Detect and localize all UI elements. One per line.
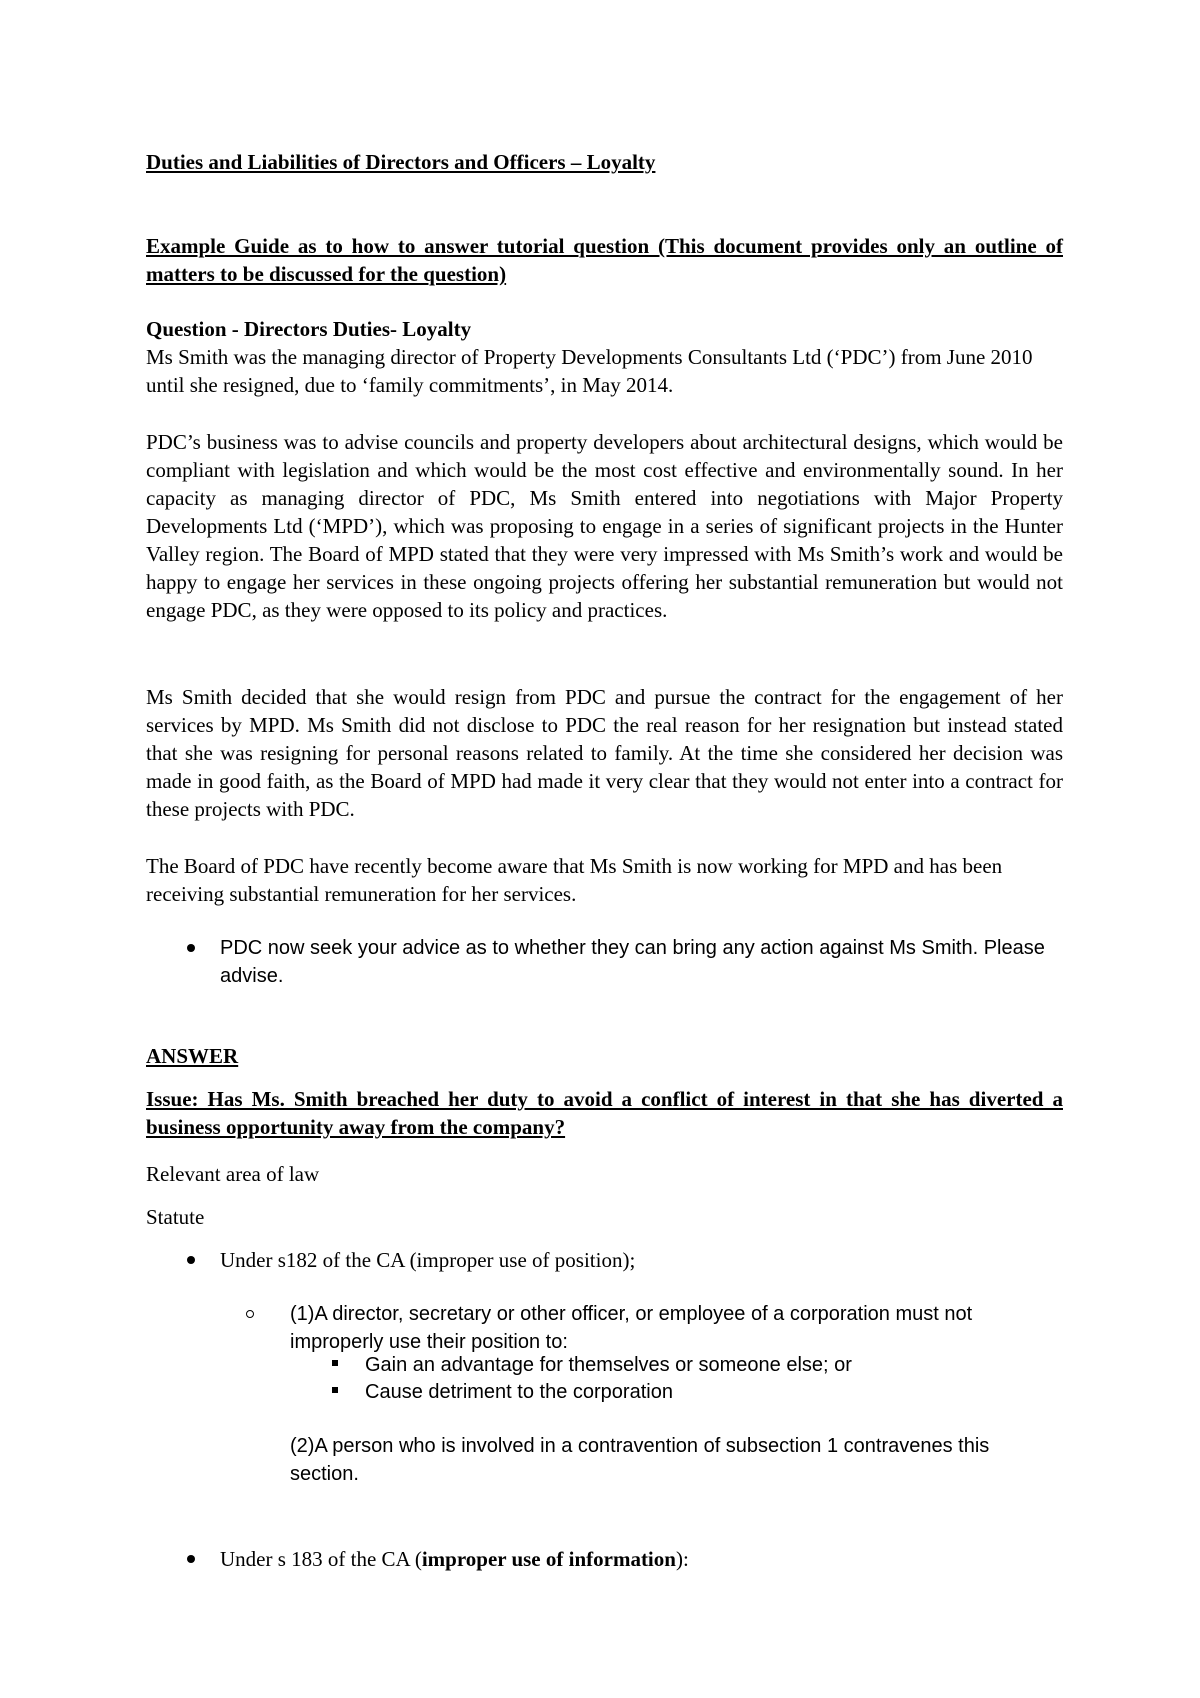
- s182-subsection-2: (2)A person who is involved in a contravention of subsection 1 contravenes this section.: [290, 1435, 990, 1485]
- bullet-circle-icon: [246, 1310, 254, 1318]
- question-paragraph-1: Ms Smith was the managing director of Property Developments Consultants Ltd (‘PDC’) from June 2010 until she resigned, due to ‘family commitments’, in May 2014.: [146, 345, 1033, 397]
- s183-bullet: [220, 1545, 689, 1573]
- question-paragraph-3: Ms Smith decided that she would resign from PDC and pursue the contract for the engagement of her services by MPD. Ms Smith did not disclose to PDC the real reason for her resignation but instead stated that she was resigning for personal reasons related to family. At the time she considered her decision was made in good faith, as the Board of MPD had made it very clear that they would not enter into a contract for these projects with PDC.: [146, 685, 1063, 821]
- answer-heading: ANSWER: [146, 1044, 239, 1068]
- s182-bullet: Under s182 of the CA (improper use of position);: [220, 1248, 636, 1272]
- question-bullet: PDC now seek your advice as to whether they can bring any action against Ms Smith. Please advise.: [220, 937, 1045, 987]
- bullet-dot-icon: [187, 944, 195, 952]
- s183-prefix: Under s 183 of the CA (: [220, 1547, 422, 1571]
- bullet-dot-icon: [187, 1256, 195, 1264]
- s183-bold: improper use of information: [421, 1547, 676, 1571]
- s183-suffix: ):: [675, 1547, 689, 1571]
- question-heading: Question - Directors Duties- Loyalty: [146, 317, 472, 341]
- guide-heading: Example Guide as to how to answer tutorial question (This document provides only an outline of matters to be discussed for the question): [146, 234, 1063, 286]
- bullet-square-icon: [332, 1387, 338, 1393]
- bullet-square-icon: [332, 1360, 338, 1366]
- question-paragraph-4: The Board of PDC have recently become aware that Ms Smith is now working for MPD and has been receiving substantial remuneration for her services.: [146, 854, 1003, 906]
- bullet-dot-icon: [187, 1555, 195, 1563]
- s182-item-2: Cause detriment to the corporation: [365, 1381, 673, 1403]
- relevant-area-label: Relevant area of law: [146, 1162, 320, 1186]
- s182-subsection-1: (1)A director, secretary or other officer, or employee of a corporation must not improperly use their position to:: [290, 1303, 973, 1353]
- issue-heading: Issue: Has Ms. Smith breached her duty to avoid a conflict of interest in that she has diverted a business opportunity away from the company?: [146, 1087, 1063, 1139]
- question-paragraph-2: PDC’s business was to advise councils and property developers about architectural designs, which would be compliant with legislation and which would be the most cost effective and environmentally sound. In her capacity as managing director of PDC, Ms Smith entered into negotiations with Major Property Developments Ltd (‘MPD’), which was proposing to engage in a series of significant projects in the Hunter Valley region. The Board of MPD stated that they were very impressed with Ms Smith’s work and would be happy to engage her services in these ongoing projects offering her substantial remuneration but would not engage PDC, as they were opposed to its policy and practices.: [146, 430, 1063, 622]
- s182-item-1: Gain an advantage for themselves or someone else; or: [365, 1354, 852, 1376]
- statute-label: Statute: [146, 1205, 205, 1229]
- document-title: Duties and Liabilities of Directors and Officers – Loyalty: [146, 150, 656, 174]
